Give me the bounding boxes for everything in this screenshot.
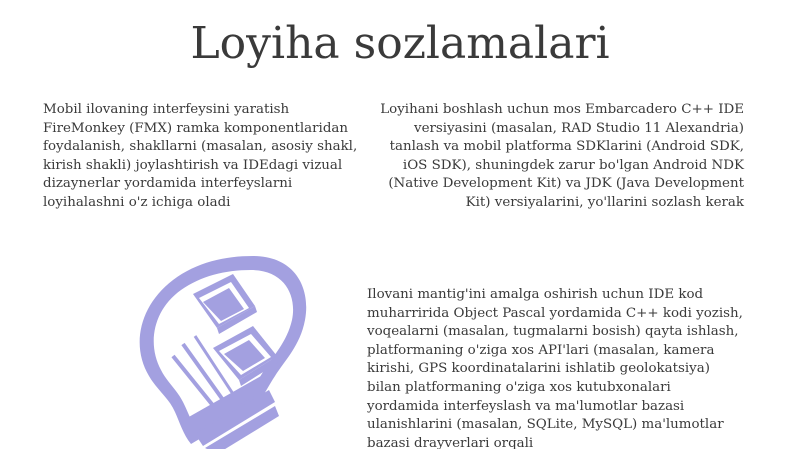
bottom-paragraph: Ilovani mantig'ini amalga oshirish uchun IDE kod muharririda Object Pascal yordamida C++ kodi yozish, voqealarni (masalan, tugmalarni bosish) qayta ishlash, platformaning o'ziga xos API'lari (masalan, kamera kirishi, GPS koordinatalarini ishlatib geolokatsiya) bilan platformaning o'ziga xos kutubxonalari yordamida interfeyslash va ma'lumotlar bazasi ulanishlarini (masalan, SQLite, MySQL) ma'lumotlar bazasi drayverlari orqali — [367, 287, 743, 449]
right-paragraph: Loyihani boshlash uchun mos Embarcadero C++ IDE versiyasini (masalan, RAD Studio 11 Alexandria) tanlash va mobil platforma SDKlarini (Android SDK, iOS SDK), shuningdek zarur bo'lgan Android NDK (Native Development Kit) va JDK (Java Development Kit) versiyalarini, yo'llarini sozlash kerak — [380, 102, 744, 210]
left-paragraph: Mobil ilovaning interfeysini yaratish FireMonkey (FMX) ramka komponentlaridan foydalanish, shakllarni (masalan, asosiy shakl, kirish shakli) joylashtirish va IDEdagi vizual dizaynerlar yordamida interfeyslarni loyihalashni o'z ichiga oladi — [43, 102, 358, 210]
lightbulb-book-icon — [125, 248, 340, 449]
slide-title: Loyiha sozlamalari — [190, 18, 610, 69]
